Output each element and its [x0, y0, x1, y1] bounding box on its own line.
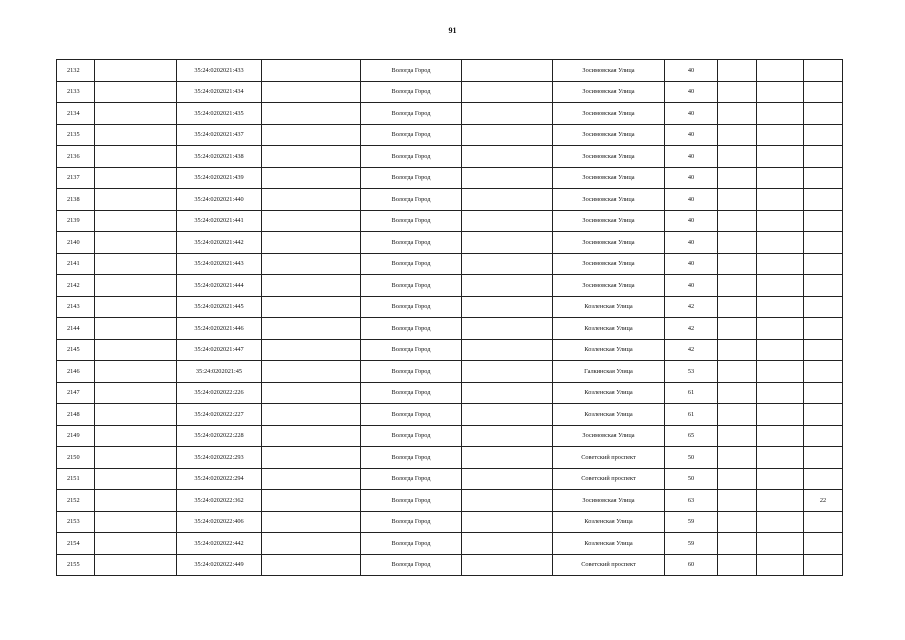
empty-cell [757, 468, 804, 490]
street-cell: Козленская Улица [553, 296, 665, 318]
table-row [57, 404, 843, 426]
row-number-cell: 2139 [57, 210, 95, 232]
empty-cell [95, 124, 177, 146]
empty-cell [757, 339, 804, 361]
street-cell: Козленская Улица [553, 318, 665, 340]
house-number-cell: 63 [665, 490, 718, 512]
empty-cell [718, 146, 757, 168]
empty-cell [718, 103, 757, 125]
house-number-cell: 42 [665, 339, 718, 361]
cadastral-number-cell: 35:24:0202021:443 [177, 253, 262, 275]
extra-value-cell [804, 425, 843, 447]
empty-cell [757, 382, 804, 404]
row-number-cell: 2138 [57, 189, 95, 211]
cadastral-number-cell: 35:24:0202022:294 [177, 468, 262, 490]
city-cell: Вологда Город [361, 275, 462, 297]
city-cell: Вологда Город [361, 339, 462, 361]
row-number-cell: 2134 [57, 103, 95, 125]
empty-cell [718, 81, 757, 103]
empty-cell [757, 103, 804, 125]
cadastral-number-cell: 35:24:0202021:439 [177, 167, 262, 189]
house-number-cell: 40 [665, 189, 718, 211]
city-cell: Вологда Город [361, 253, 462, 275]
city-cell: Вологда Город [361, 361, 462, 383]
empty-cell [95, 339, 177, 361]
house-number-cell: 61 [665, 382, 718, 404]
empty-cell [262, 554, 361, 576]
empty-cell [95, 60, 177, 82]
city-cell: Вологда Город [361, 146, 462, 168]
empty-cell [262, 81, 361, 103]
empty-cell [718, 554, 757, 576]
empty-cell [718, 404, 757, 426]
empty-cell [462, 81, 553, 103]
cadastral-number-cell: 35:24:0202022:293 [177, 447, 262, 469]
city-cell: Вологда Город [361, 232, 462, 254]
empty-cell [95, 554, 177, 576]
city-cell: Вологда Город [361, 425, 462, 447]
page-number: 91 [448, 26, 457, 35]
cadastral-number-cell: 35:24:0202022:449 [177, 554, 262, 576]
row-number-cell: 2152 [57, 490, 95, 512]
cadastral-number-cell: 35:24:0202021:45 [177, 361, 262, 383]
table-row [57, 146, 843, 168]
row-number-cell: 2144 [57, 318, 95, 340]
house-number-cell: 40 [665, 124, 718, 146]
row-number-cell: 2150 [57, 447, 95, 469]
empty-cell [262, 511, 361, 533]
city-cell: Вологда Город [361, 124, 462, 146]
empty-cell [262, 253, 361, 275]
row-number-cell: 2137 [57, 167, 95, 189]
extra-value-cell [804, 189, 843, 211]
empty-cell [718, 210, 757, 232]
empty-cell [95, 81, 177, 103]
city-cell: Вологда Город [361, 296, 462, 318]
empty-cell [462, 253, 553, 275]
empty-cell [757, 167, 804, 189]
house-number-cell: 59 [665, 533, 718, 555]
cadastral-number-cell: 35:24:0202021:437 [177, 124, 262, 146]
cadastral-number-cell: 35:24:0202021:441 [177, 210, 262, 232]
registry-table [56, 59, 843, 576]
street-cell: Зосимовская Улица [553, 60, 665, 82]
empty-cell [718, 511, 757, 533]
empty-cell [262, 167, 361, 189]
street-cell: Зосимовская Улица [553, 210, 665, 232]
street-cell: Козленская Улица [553, 533, 665, 555]
table-row [57, 81, 843, 103]
empty-cell [757, 81, 804, 103]
empty-cell [95, 404, 177, 426]
empty-cell [262, 296, 361, 318]
street-cell: Козленская Улица [553, 339, 665, 361]
table-row [57, 275, 843, 297]
table-row [57, 253, 843, 275]
table-row [57, 490, 843, 512]
row-number-cell: 2151 [57, 468, 95, 490]
empty-cell [95, 490, 177, 512]
empty-cell [718, 425, 757, 447]
cadastral-number-cell: 35:24:0202021:445 [177, 296, 262, 318]
empty-cell [462, 103, 553, 125]
empty-cell [95, 210, 177, 232]
table-row [57, 339, 843, 361]
row-number-cell: 2132 [57, 60, 95, 82]
extra-value-cell [804, 167, 843, 189]
house-number-cell: 42 [665, 318, 718, 340]
house-number-cell: 59 [665, 511, 718, 533]
empty-cell [95, 275, 177, 297]
cadastral-number-cell: 35:24:0202021:434 [177, 81, 262, 103]
extra-value-cell [804, 146, 843, 168]
cadastral-number-cell: 35:24:0202021:444 [177, 275, 262, 297]
empty-cell [757, 533, 804, 555]
row-number-cell: 2146 [57, 361, 95, 383]
registry-body [57, 60, 843, 576]
street-cell: Зосимовская Улица [553, 146, 665, 168]
cadastral-number-cell: 35:24:0202021:446 [177, 318, 262, 340]
city-cell: Вологда Город [361, 554, 462, 576]
row-number-cell: 2154 [57, 533, 95, 555]
cadastral-number-cell: 35:24:0202021:438 [177, 146, 262, 168]
empty-cell [262, 275, 361, 297]
cadastral-number-cell: 35:24:0202021:447 [177, 339, 262, 361]
extra-value-cell [804, 404, 843, 426]
empty-cell [95, 511, 177, 533]
empty-cell [462, 425, 553, 447]
house-number-cell: 40 [665, 60, 718, 82]
street-cell: Зосимовская Улица [553, 232, 665, 254]
empty-cell [462, 339, 553, 361]
table-row [57, 382, 843, 404]
cadastral-number-cell: 35:24:0202022:442 [177, 533, 262, 555]
empty-cell [718, 382, 757, 404]
empty-cell [757, 554, 804, 576]
empty-cell [95, 253, 177, 275]
empty-cell [718, 468, 757, 490]
empty-cell [757, 404, 804, 426]
table-row [57, 447, 843, 469]
street-cell: Зосимовская Улица [553, 124, 665, 146]
city-cell: Вологда Город [361, 490, 462, 512]
empty-cell [462, 60, 553, 82]
empty-cell [462, 232, 553, 254]
table-row [57, 511, 843, 533]
house-number-cell: 40 [665, 103, 718, 125]
row-number-cell: 2155 [57, 554, 95, 576]
row-number-cell: 2140 [57, 232, 95, 254]
house-number-cell: 40 [665, 275, 718, 297]
street-cell: Советский проспект [553, 554, 665, 576]
extra-value-cell [804, 124, 843, 146]
extra-value-cell [804, 382, 843, 404]
city-cell: Вологда Город [361, 318, 462, 340]
empty-cell [262, 124, 361, 146]
extra-value-cell [804, 554, 843, 576]
table-row [57, 232, 843, 254]
empty-cell [462, 382, 553, 404]
cadastral-number-cell: 35:24:0202021:433 [177, 60, 262, 82]
empty-cell [757, 232, 804, 254]
empty-cell [757, 253, 804, 275]
table-row [57, 361, 843, 383]
extra-value-cell [804, 511, 843, 533]
house-number-cell: 40 [665, 253, 718, 275]
empty-cell [262, 361, 361, 383]
empty-cell [262, 232, 361, 254]
table-row [57, 425, 843, 447]
extra-value-cell [804, 81, 843, 103]
house-number-cell: 65 [665, 425, 718, 447]
empty-cell [462, 447, 553, 469]
row-number-cell: 2149 [57, 425, 95, 447]
street-cell: Зосимовская Улица [553, 189, 665, 211]
empty-cell [757, 60, 804, 82]
extra-value-cell [804, 210, 843, 232]
empty-cell [757, 275, 804, 297]
extra-value-cell [804, 253, 843, 275]
empty-cell [718, 318, 757, 340]
house-number-cell: 61 [665, 404, 718, 426]
empty-cell [262, 60, 361, 82]
empty-cell [757, 447, 804, 469]
empty-cell [262, 382, 361, 404]
street-cell: Зосимовская Улица [553, 103, 665, 125]
extra-value-cell [804, 232, 843, 254]
extra-value-cell [804, 468, 843, 490]
house-number-cell: 40 [665, 167, 718, 189]
row-number-cell: 2136 [57, 146, 95, 168]
street-cell: Зосимовская Улица [553, 167, 665, 189]
extra-value-cell [804, 447, 843, 469]
empty-cell [757, 124, 804, 146]
cadastral-number-cell: 35:24:0202021:435 [177, 103, 262, 125]
empty-cell [262, 447, 361, 469]
empty-cell [262, 468, 361, 490]
table-row [57, 60, 843, 82]
extra-value-cell [804, 339, 843, 361]
extra-value-cell [804, 533, 843, 555]
empty-cell [95, 447, 177, 469]
city-cell: Вологда Город [361, 404, 462, 426]
empty-cell [462, 275, 553, 297]
street-cell: Зосимовская Улица [553, 490, 665, 512]
house-number-cell: 50 [665, 468, 718, 490]
city-cell: Вологда Город [361, 60, 462, 82]
extra-value-cell [804, 296, 843, 318]
empty-cell [462, 554, 553, 576]
city-cell: Вологда Город [361, 210, 462, 232]
city-cell: Вологда Город [361, 511, 462, 533]
street-cell: Зосимовская Улица [553, 81, 665, 103]
empty-cell [718, 167, 757, 189]
empty-cell [757, 146, 804, 168]
row-number-cell: 2142 [57, 275, 95, 297]
empty-cell [757, 210, 804, 232]
street-cell: Советский проспект [553, 447, 665, 469]
empty-cell [95, 232, 177, 254]
street-cell: Зосимовская Улица [553, 275, 665, 297]
empty-cell [262, 210, 361, 232]
cadastral-number-cell: 35:24:0202021:442 [177, 232, 262, 254]
empty-cell [757, 189, 804, 211]
house-number-cell: 60 [665, 554, 718, 576]
empty-cell [462, 124, 553, 146]
empty-cell [718, 189, 757, 211]
empty-cell [718, 60, 757, 82]
empty-cell [462, 318, 553, 340]
empty-cell [262, 318, 361, 340]
empty-cell [95, 189, 177, 211]
row-number-cell: 2148 [57, 404, 95, 426]
empty-cell [262, 339, 361, 361]
house-number-cell: 40 [665, 232, 718, 254]
extra-value-cell [804, 318, 843, 340]
empty-cell [462, 146, 553, 168]
empty-cell [462, 490, 553, 512]
house-number-cell: 40 [665, 210, 718, 232]
empty-cell [95, 146, 177, 168]
table-row [57, 124, 843, 146]
extra-value-cell [804, 103, 843, 125]
empty-cell [757, 425, 804, 447]
cadastral-number-cell: 35:24:0202022:362 [177, 490, 262, 512]
house-number-cell: 40 [665, 146, 718, 168]
city-cell: Вологда Город [361, 189, 462, 211]
city-cell: Вологда Город [361, 382, 462, 404]
table-row [57, 468, 843, 490]
street-cell: Козленская Улица [553, 404, 665, 426]
table-row [57, 103, 843, 125]
row-number-cell: 2147 [57, 382, 95, 404]
empty-cell [262, 189, 361, 211]
empty-cell [462, 210, 553, 232]
street-cell: Козленская Улица [553, 511, 665, 533]
street-cell: Зосимовская Улица [553, 253, 665, 275]
empty-cell [462, 189, 553, 211]
empty-cell [757, 296, 804, 318]
empty-cell [718, 339, 757, 361]
city-cell: Вологда Город [361, 167, 462, 189]
empty-cell [462, 361, 553, 383]
empty-cell [462, 468, 553, 490]
cadastral-number-cell: 35:24:0202022:227 [177, 404, 262, 426]
empty-cell [95, 103, 177, 125]
empty-cell [757, 318, 804, 340]
empty-cell [718, 533, 757, 555]
empty-cell [95, 296, 177, 318]
extra-value-cell [804, 275, 843, 297]
empty-cell [757, 511, 804, 533]
street-cell: Зосимовская Улица [553, 425, 665, 447]
table-row [57, 189, 843, 211]
empty-cell [718, 447, 757, 469]
empty-cell [95, 533, 177, 555]
empty-cell [462, 511, 553, 533]
empty-cell [95, 361, 177, 383]
cadastral-number-cell: 35:24:0202022:406 [177, 511, 262, 533]
extra-value-cell [804, 361, 843, 383]
row-number-cell: 2133 [57, 81, 95, 103]
row-number-cell: 2141 [57, 253, 95, 275]
empty-cell [718, 361, 757, 383]
empty-cell [718, 490, 757, 512]
cadastral-number-cell: 35:24:0202021:440 [177, 189, 262, 211]
cadastral-number-cell: 35:24:0202022:228 [177, 425, 262, 447]
house-number-cell: 53 [665, 361, 718, 383]
empty-cell [95, 382, 177, 404]
empty-cell [262, 533, 361, 555]
house-number-cell: 42 [665, 296, 718, 318]
row-number-cell: 2145 [57, 339, 95, 361]
empty-cell [95, 468, 177, 490]
street-cell: Советский проспект [553, 468, 665, 490]
table-row [57, 210, 843, 232]
empty-cell [718, 232, 757, 254]
empty-cell [718, 296, 757, 318]
row-number-cell: 2135 [57, 124, 95, 146]
extra-value-cell: 22 [804, 490, 843, 512]
city-cell: Вологда Город [361, 81, 462, 103]
row-number-cell: 2143 [57, 296, 95, 318]
table-row [57, 296, 843, 318]
empty-cell [462, 167, 553, 189]
empty-cell [718, 253, 757, 275]
house-number-cell: 50 [665, 447, 718, 469]
table-row [57, 533, 843, 555]
empty-cell [262, 490, 361, 512]
empty-cell [718, 275, 757, 297]
empty-cell [462, 296, 553, 318]
empty-cell [462, 533, 553, 555]
empty-cell [718, 124, 757, 146]
empty-cell [262, 404, 361, 426]
table-row [57, 554, 843, 576]
table-row [57, 318, 843, 340]
city-cell: Вологда Город [361, 533, 462, 555]
empty-cell [95, 318, 177, 340]
city-cell: Вологда Город [361, 103, 462, 125]
empty-cell [95, 167, 177, 189]
empty-cell [462, 404, 553, 426]
empty-cell [95, 425, 177, 447]
cadastral-number-cell: 35:24:0202022:226 [177, 382, 262, 404]
extra-value-cell [804, 60, 843, 82]
empty-cell [262, 146, 361, 168]
empty-cell [262, 425, 361, 447]
empty-cell [757, 361, 804, 383]
house-number-cell: 40 [665, 81, 718, 103]
table-row [57, 167, 843, 189]
city-cell: Вологда Город [361, 468, 462, 490]
row-number-cell: 2153 [57, 511, 95, 533]
street-cell: Козленская Улица [553, 382, 665, 404]
empty-cell [757, 490, 804, 512]
empty-cell [262, 103, 361, 125]
street-cell: Галкинская Улица [553, 361, 665, 383]
city-cell: Вологда Город [361, 447, 462, 469]
